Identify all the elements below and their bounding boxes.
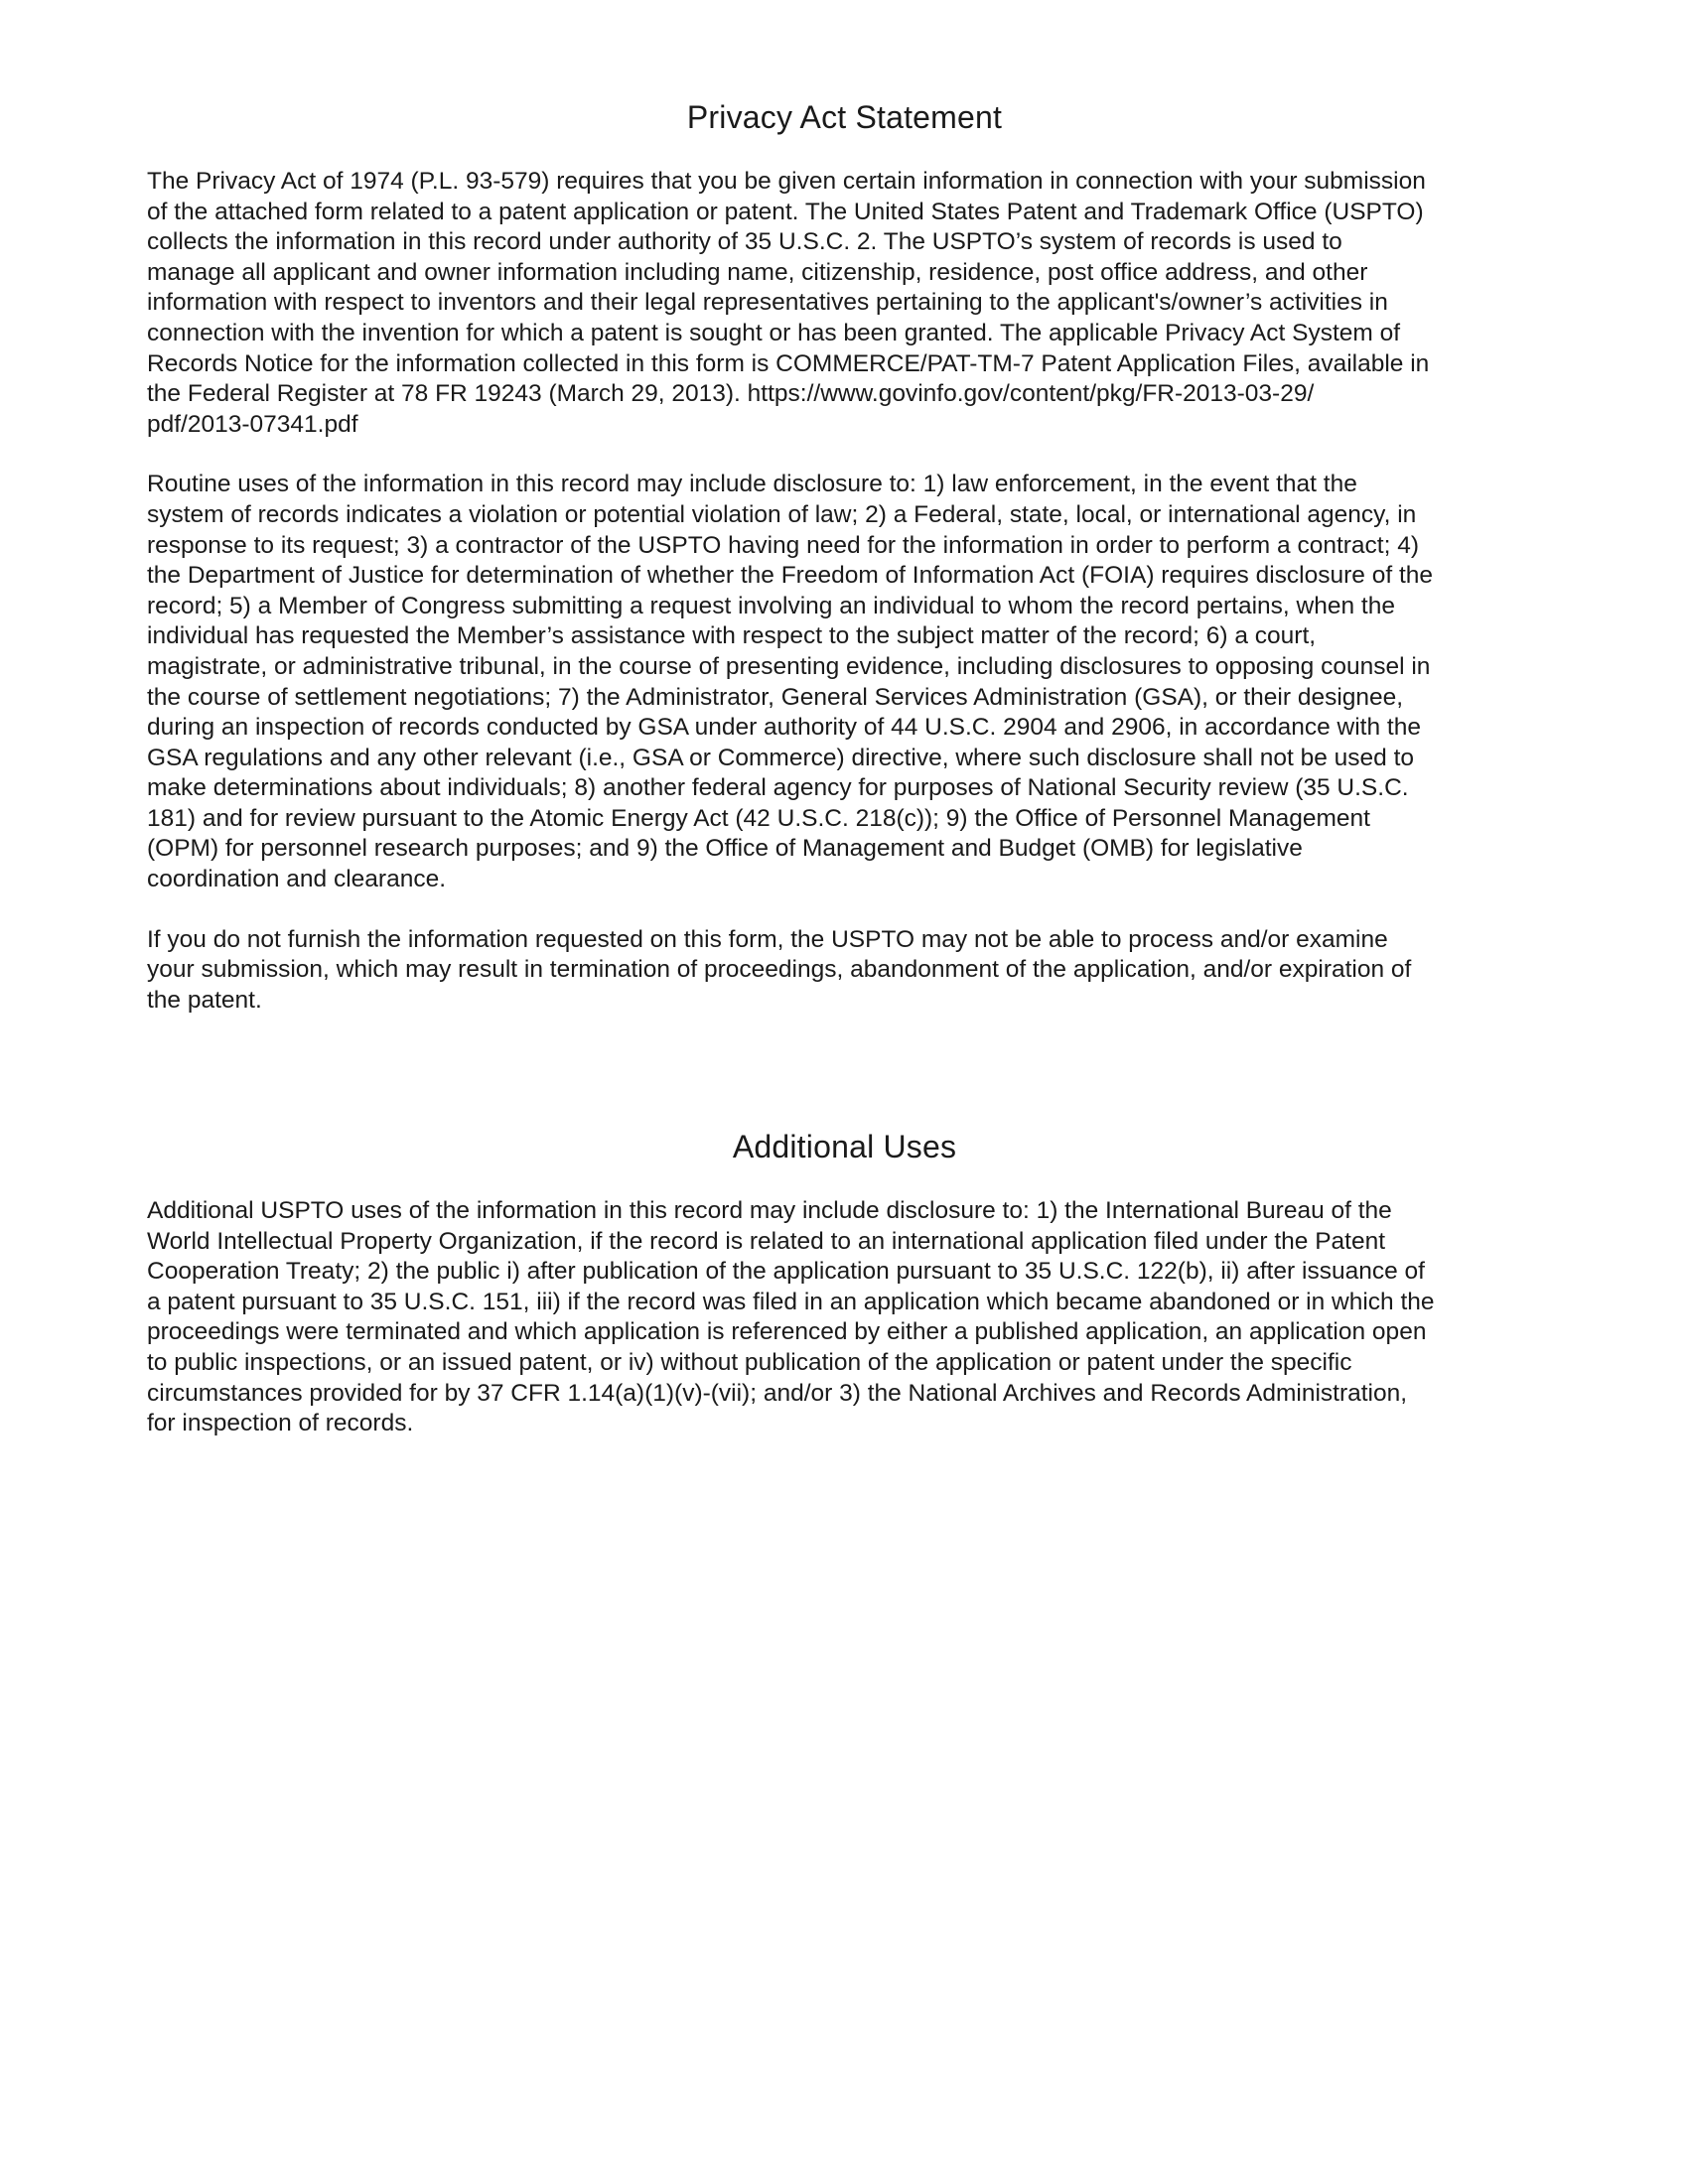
additional-uses-title: Additional Uses: [732, 1129, 957, 1164]
text-line: circumstances provided for by 37 CFR 1.14(a)(1)(v)-(vii); and/or 3) the National Archives and Records Administration,: [147, 1379, 1408, 1407]
privacy-paragraph-routine-uses: [147, 470, 1542, 894]
text-line: Additional USPTO uses of the information in this record may include disclosure to: 1) the International Bureau of the: [147, 1197, 1392, 1224]
text-line: the patent.: [147, 986, 262, 1014]
text-line: coordination and clearance.: [147, 866, 447, 893]
text-line: If you do not furnish the information requested on this form, the USPTO may not be able to process and/or examine: [147, 925, 1388, 953]
text-line: Routine uses of the information in this record may include disclosure to: 1) law enforcement, in the event that the: [147, 471, 1357, 498]
text-line: the Department of Justice for determination of whether the Freedom of Information Act (FOIA) requires disclosure of the: [147, 562, 1434, 590]
text-line: individual has requested the Member’s assistance with respect to the subject matter of the record; 6) a court,: [147, 622, 1317, 650]
text-line: magistrate, or administrative tribunal, in the course of presenting evidence, including disclosures to opposing counsel in: [147, 652, 1431, 680]
text-line: The Privacy Act of 1974 (P.L. 93-579) requires that you be given certain information in connection with your submission: [147, 168, 1426, 195]
text-line: for inspection of records.: [147, 1410, 414, 1437]
text-line: World Intellectual Property Organization, if the record is related to an international application filed under the Patent: [147, 1227, 1386, 1255]
additional-uses-paragraph: [147, 1196, 1542, 1439]
text-line: Cooperation Treaty; 2) the public i) after publication of the application pursuant to 35 U.S.C. 122(b), ii) after issuance of: [147, 1258, 1425, 1286]
text-line: of the attached form related to a patent application or patent. The United States Patent and Trademark Office (USPTO): [147, 198, 1424, 225]
text-line: system of records indicates a violation or potential violation of law; 2) a Federal, state, local, or international agency, in: [147, 500, 1417, 528]
text-line: GSA regulations and any other relevant (i.e., GSA or Commerce) directive, where such disclosure shall not be used to: [147, 744, 1414, 771]
text-line: 181) and for review pursuant to the Atomic Energy Act (42 U.S.C. 218(c)); 9) the Office of Personnel Management: [147, 804, 1370, 832]
text-line: pdf/2013-07341.pdf: [147, 410, 358, 438]
text-line: record; 5) a Member of Congress submitting a request involving an individual to whom the record pertains, when the: [147, 592, 1395, 619]
text-line: to public inspections, or an issued patent, or iv) without publication of the application or patent under the specific: [147, 1348, 1352, 1376]
privacy-paragraph-authority: [147, 167, 1542, 440]
text-line: connection with the invention for which a patent is sought or has been granted. The applicable Privacy Act System of: [147, 319, 1401, 346]
text-line: the Federal Register at 78 FR 19243 (March 29, 2013). https://www.govinfo.gov/content/pkg/FR-2013-03-29/: [147, 380, 1315, 408]
additional-uses-section: [147, 1125, 1542, 1469]
privacy-paragraph-consequences: [147, 925, 1542, 1017]
text-line: Records Notice for the information collected in this form is COMMERCE/PAT-TM-7 Patent Application Files, available in: [147, 349, 1430, 377]
text-line: during an inspection of records conducted by GSA under authority of 44 U.S.C. 2904 and 2906, in accordance with the: [147, 714, 1421, 742]
text-line: (OPM) for personnel research purposes; and 9) the Office of Management and Budget (OMB) for legislative: [147, 835, 1303, 863]
text-line: your submission, which may result in termination of proceedings, abandonment of the application, and/or expiration of: [147, 956, 1412, 984]
text-line: proceedings were terminated and which application is referenced by either a published application, an application open: [147, 1318, 1427, 1346]
text-line: information with respect to inventors and their legal representatives pertaining to the applicant's/owner’s activities in: [147, 289, 1388, 317]
text-line: collects the information in this record under authority of 35 U.S.C. 2. The USPTO’s system of records is used to: [147, 228, 1342, 256]
text-line: the course of settlement negotiations; 7) the Administrator, General Services Administration (GSA), or their designee,: [147, 683, 1404, 711]
text-line: a patent pursuant to 35 U.S.C. 151, iii) if the record was filed in an application which became abandoned or in which the: [147, 1288, 1435, 1315]
text-line: make determinations about individuals; 8) another federal agency for purposes of National Security review (35 U.S.C.: [147, 774, 1409, 802]
privacy-act-title: Privacy Act Statement: [686, 99, 1003, 135]
text-line: response to its request; 3) a contractor of the USPTO having need for the information in order to perform a contract; 4): [147, 531, 1419, 559]
text-line: manage all applicant and owner information including name, citizenship, residence, post office address, and other: [147, 258, 1368, 286]
privacy-act-section: [147, 95, 1542, 1045]
